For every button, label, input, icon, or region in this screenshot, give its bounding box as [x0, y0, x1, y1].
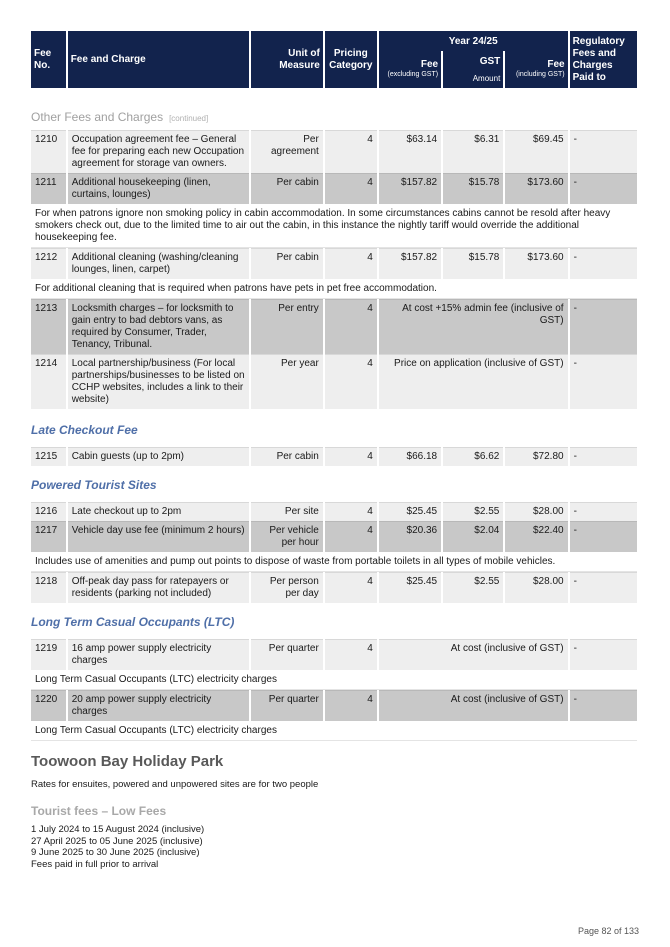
regulatory: - — [570, 447, 637, 466]
fee-incl: $22.40 — [505, 521, 567, 552]
regulatory: - — [570, 521, 637, 552]
date-range: 27 April 2025 to 05 June 2025 (inclusive) — [31, 835, 203, 847]
gst: $15.78 — [443, 248, 503, 279]
fee-name: Late checkout up to 2pm — [68, 502, 250, 521]
regulatory: - — [570, 572, 637, 603]
fee-no: 1220 — [31, 690, 66, 721]
date-range: 9 June 2025 to 30 June 2025 (inclusive) — [31, 847, 200, 859]
header-fee-excl: Fee (excluding GST) — [379, 51, 441, 88]
fee-excl: $25.45 — [379, 502, 441, 521]
gst: $2.55 — [443, 572, 503, 603]
fee-no: 1214 — [31, 354, 66, 409]
category: 4 — [325, 572, 377, 603]
category: 4 — [325, 299, 377, 354]
regulatory: - — [570, 502, 637, 521]
fee-name: Additional cleaning (washing/cleaning lounges, linen, carpet) — [68, 248, 250, 279]
gst: $15.78 — [443, 173, 503, 204]
note-row — [31, 721, 637, 741]
fee-excl: $66.18 — [379, 447, 441, 466]
fee-excl: $25.45 — [379, 572, 441, 603]
powered-sites-table — [29, 502, 639, 603]
fee-no: 1215 — [31, 447, 66, 466]
payment-note: Fees paid in full prior to arrival — [31, 858, 159, 870]
fee-excl: $157.82 — [379, 173, 441, 204]
header-gst: GST Amount — [443, 51, 503, 88]
price-text: At cost (inclusive of GST) — [379, 690, 568, 721]
park-intro: Rates for ensuites, powered and unpowered sites are for two people — [31, 779, 319, 790]
fee-table-header — [29, 31, 639, 88]
fee-name: Additional housekeeping (linen, curtains, lounges) — [68, 173, 250, 204]
gst: $2.55 — [443, 502, 503, 521]
unit: Per cabin — [251, 248, 322, 279]
gst: $6.31 — [443, 130, 503, 173]
table-row — [31, 299, 637, 354]
note-row — [31, 670, 637, 690]
unit: Per cabin — [251, 173, 322, 204]
page — [31, 31, 639, 870]
park-title: Toowoon Bay Holiday Park — [31, 753, 224, 770]
fee-incl: $69.45 — [505, 130, 567, 173]
regulatory: - — [570, 690, 637, 721]
regulatory: - — [570, 299, 637, 354]
gst: $6.62 — [443, 447, 503, 466]
table-row — [31, 572, 637, 603]
fee-no: 1212 — [31, 248, 66, 279]
fee-name: Occupation agreement fee – General fee for preparing each new Occupation agreement for storage van owners. — [68, 130, 250, 173]
row-note: Includes use of amenities and pump out points to dispose of waste from portable toilets in all types of mobile vehicles. — [31, 552, 637, 572]
section-title-late-checkout: Late Checkout Fee — [31, 423, 138, 437]
late-checkout-table — [29, 447, 639, 466]
category: 4 — [325, 502, 377, 521]
table-row — [31, 690, 637, 721]
regulatory: - — [570, 173, 637, 204]
fee-incl: $28.00 — [505, 502, 567, 521]
table-row — [31, 502, 637, 521]
table-row — [31, 248, 637, 279]
unit: Per year — [251, 354, 322, 409]
header-year: Year 24/25 — [379, 31, 568, 51]
unit: Per site — [251, 502, 322, 521]
unit: Per person per day — [251, 572, 322, 603]
category: 4 — [325, 354, 377, 409]
fee-name: Vehicle day use fee (minimum 2 hours) — [68, 521, 250, 552]
table-row — [31, 521, 637, 552]
fee-no: 1219 — [31, 639, 66, 670]
table-row — [31, 130, 637, 173]
section-title-ltc: Long Term Casual Occupants (LTC) — [31, 615, 235, 629]
unit: Per quarter — [251, 690, 322, 721]
date-range: 1 July 2024 to 15 August 2024 (inclusive) — [31, 824, 205, 835]
row-note: For additional cleaning that is required when patrons have pets in pet free accommodation. — [31, 279, 637, 299]
page-number: Page 82 of 133 — [577, 926, 639, 936]
unit: Per agreement — [251, 130, 322, 173]
category: 4 — [325, 173, 377, 204]
note-row — [31, 552, 637, 572]
section-title-powered-sites: Powered Tourist Sites — [31, 478, 157, 492]
unit: Per vehicle per hour — [251, 521, 322, 552]
continued-label: [continued] — [169, 114, 209, 123]
price-text: At cost +15% admin fee (inclusive of GST) — [379, 299, 568, 354]
ltc-table — [29, 639, 639, 741]
fee-name: Off-peak day pass for ratepayers or residents (parking not included) — [68, 572, 250, 603]
table-row — [31, 173, 637, 204]
header-fee-incl: Fee (including GST) — [505, 51, 567, 88]
unit: Per entry — [251, 299, 322, 354]
fee-excl: $157.82 — [379, 248, 441, 279]
fee-name: Local partnership/business (For local partnerships/businesses to be listed on CCHP websites, includes a link to their website) — [68, 354, 250, 409]
category: 4 — [325, 639, 377, 670]
fee-name: Locksmith charges – for locksmith to gain entry to bad debtors vans, as required by Consumer, Trader, Tenancy, Tribunal. — [68, 299, 250, 354]
fee-excl: $63.14 — [379, 130, 441, 173]
fee-incl: $72.80 — [505, 447, 567, 466]
fee-no: 1218 — [31, 572, 66, 603]
table-row — [31, 447, 637, 466]
fee-no: 1217 — [31, 521, 66, 552]
unit: Per cabin — [251, 447, 322, 466]
category: 4 — [325, 447, 377, 466]
fee-no: 1210 — [31, 130, 66, 173]
regulatory: - — [570, 354, 637, 409]
fee-name: 16 amp power supply electricity charges — [68, 639, 250, 670]
price-text: Price on application (inclusive of GST) — [379, 354, 568, 409]
table-row — [31, 639, 637, 670]
regulatory: - — [570, 639, 637, 670]
category: 4 — [325, 690, 377, 721]
gst: $2.04 — [443, 521, 503, 552]
header-regulatory: Regulatory Fees and Charges Paid to — [570, 31, 637, 88]
fee-name: 20 amp power supply electricity charges — [68, 690, 250, 721]
fee-name: Cabin guests (up to 2pm) — [68, 447, 250, 466]
section-title-other-fees: Other Fees and Charges [continued] — [31, 110, 209, 124]
fee-incl: $173.60 — [505, 248, 567, 279]
regulatory: - — [570, 248, 637, 279]
category: 4 — [325, 130, 377, 173]
row-note: Long Term Casual Occupants (LTC) electricity charges — [31, 721, 637, 741]
tourist-fees-subhead: Tourist fees – Low Fees — [31, 804, 167, 818]
note-row — [31, 279, 637, 299]
header-unit-of-measure: Unit of Measure — [251, 31, 322, 88]
unit: Per quarter — [251, 639, 322, 670]
fee-no: 1216 — [31, 502, 66, 521]
category: 4 — [325, 248, 377, 279]
fee-incl: $173.60 — [505, 173, 567, 204]
table-row — [31, 354, 637, 409]
regulatory: - — [570, 130, 637, 173]
fee-no: 1213 — [31, 299, 66, 354]
fee-excl: $20.36 — [379, 521, 441, 552]
fee-no: 1211 — [31, 173, 66, 204]
header-fee-no: Fee No. — [31, 31, 66, 88]
header-fee-and-charge: Fee and Charge — [68, 31, 250, 88]
category: 4 — [325, 521, 377, 552]
row-note: Long Term Casual Occupants (LTC) electricity charges — [31, 670, 637, 690]
other-fees-table — [29, 130, 639, 409]
note-row — [31, 204, 637, 248]
row-note: For when patrons ignore non smoking policy in cabin accommodation. In some circumstances cabins cannot be resold after heavy smokers check out, due to the limited time to air out the cabin, in this instance the nightly tariff would override the additional housekeeping fee. — [31, 204, 637, 248]
fee-incl: $28.00 — [505, 572, 567, 603]
price-text: At cost (inclusive of GST) — [379, 639, 568, 670]
header-pricing-category: Pricing Category — [325, 31, 377, 88]
